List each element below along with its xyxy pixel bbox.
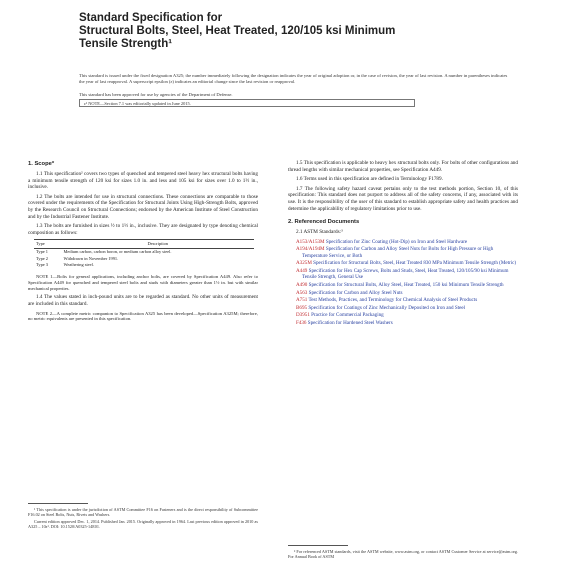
table-row	[34, 262, 254, 268]
reference-link[interactable]	[288, 268, 518, 281]
reference-link[interactable]	[288, 282, 518, 288]
reference-title[interactable]: Specification for Zinc Coating (Hot-Dip) on Iron and Steel Hardware	[325, 238, 468, 245]
reference-title[interactable]: Specification for Structural Bolts, Steel, Heat Treated 830 MPa Minimum Tensile Strength (Metric)	[313, 260, 517, 267]
right-footnotes	[288, 549, 518, 561]
reference-link[interactable]	[288, 260, 518, 266]
title-line: Standard Specification for	[79, 12, 223, 24]
note-1: NOTE 1—Bolts for general applications, including anchor bolts, are covered by Specification A449. Also refer to Specification A449 for quenched and tempered steel bolts and studs with diameters greater than 1½ in. but with similar mechanical properties.	[28, 273, 258, 291]
reference-title[interactable]: Specification for Carbon and Alloy Steel Nuts for Bolts for High Pressure or High Temperature Service, or Both	[302, 246, 494, 259]
reference-link[interactable]	[288, 239, 518, 245]
reference-title[interactable]: Specification for Coatings of Zinc Mechanically Deposited on Iron and Steel	[308, 304, 466, 311]
reference-code[interactable]: A490	[296, 281, 308, 288]
note-2: NOTE 2—A complete metric companion to Specification A325 has been developed—Specification A325M; therefore, no metric equivalents are presented in this specification.	[28, 310, 258, 322]
section-heading-scope: 1. Scope*	[28, 161, 55, 167]
paragraph-1-7: 1.7 The following safety hazard caveat pertains only to the test methods portion, Section 10, of this specification: This standard does not purport to address all of the safety concerns, if any, associated with its use. It is the responsibility of the user of this standard to establish appropriate safety and health practices and determine the applicability of regulatory limitations prior to use.	[288, 185, 518, 212]
reference-code[interactable]: F436	[296, 319, 307, 326]
right-column	[288, 160, 518, 328]
paragraph-1-1: 1.1 This specification² covers two types of quenched and tempered steel heavy hex structural bolts having a minimum tensile strength of 120 ksi for sizes 1.0 in. and less and 105 ksi for sizes over 1.0 to 1½ in., inclusive.	[28, 171, 258, 191]
title-line: Structural Bolts, Steel, Heat Treated, 120/105 ksi Minimum	[79, 25, 396, 37]
title-line: Tensile Strength¹	[79, 38, 173, 50]
reference-title[interactable]: Test Methods, Practices, and Terminology for Chemical Analysis of Steel Products	[308, 297, 478, 304]
reference-link[interactable]	[288, 297, 518, 303]
reference-code[interactable]: A449	[296, 267, 308, 274]
table-header-type: Type	[34, 240, 62, 248]
reference-list	[288, 239, 518, 327]
table-cell-type: Type 3	[36, 262, 49, 268]
paragraph-1-6: 1.6 Terms used in this specification are defined in Terminology F1789.	[296, 176, 443, 183]
editorial-note-box: ε¹ NOTE—Section 7.1 was editorially updated in June 2015.	[79, 99, 415, 107]
dod-notice: This standard has been approved for use by agencies of the Department of Defense.	[79, 92, 233, 97]
reference-code[interactable]: A194/A194M	[296, 246, 325, 253]
table-row	[34, 248, 254, 255]
section-heading-referenced-documents: 2. Referenced Documents	[288, 219, 360, 226]
reference-title[interactable]: Specification for Carbon and Alloy Steel Nuts	[308, 289, 403, 296]
bolt-type-table	[34, 239, 254, 268]
table-cell-description: Withdrawn in November 1991.	[63, 255, 119, 261]
left-column	[28, 160, 258, 325]
reference-link[interactable]	[288, 246, 518, 259]
reference-link[interactable]	[288, 320, 518, 326]
reference-link[interactable]	[288, 305, 518, 311]
table-cell-type: Type 2	[36, 255, 49, 261]
reference-title[interactable]: Specification for Structural Bolts, Alloy Steel, Heat Treated, 150 ksi Minimum Tensile Strength	[308, 281, 504, 288]
reference-link[interactable]	[288, 290, 518, 296]
left-footnotes	[28, 507, 258, 531]
reference-link[interactable]	[288, 312, 518, 318]
footnote-rule	[288, 545, 348, 546]
paragraph-1-2: 1.2 The bolts are intended for use in structural connections. These connections are comparable to those covered under the requirements of the Specification for Structural Joints Using High-Strength Bolts, approved by the Research Council on Structural Connections; endorsed by the American Institute of Steel Construction and by the Industrial Fastener Institute.	[28, 193, 258, 220]
table-cell-type: Type 1	[36, 249, 49, 255]
reference-title[interactable]: Specification for Hardened Steel Washers	[307, 319, 393, 326]
footnote-rule	[28, 503, 88, 504]
reference-code[interactable]: A153/A153M	[296, 238, 325, 245]
document-title	[79, 12, 519, 51]
reference-code[interactable]: A563	[296, 289, 308, 296]
reference-title[interactable]: Specification for Hex Cap Screws, Bolts and Studs, Steel, Heat Treated, 120/105/90 ksi Minimum Tensile Strength, General Use	[302, 267, 509, 281]
table-cell-description: Medium carbon, carbon boron, or medium carbon alloy steel.	[63, 249, 172, 255]
footnote: Current edition approved Dec. 1, 2014. Published Jan. 2015. Originally approved in 1964. Last previous edition approved in 2010 as A325 – 10ε¹. DOI: 10.1520/A0325-14E01.	[28, 518, 258, 530]
table-cell-description: Weathering steel.	[63, 262, 94, 268]
ref-intro: 2.1 ASTM Standards:³	[296, 229, 343, 236]
designation-notice: This standard is issued under the fixed designation A325; the number immediately following the designation indicates the year of original adoption or, in the case of revision, the year of last revision. A number in parentheses indicates the year of last reapproval. A superscript epsilon (ε) indicates an editorial change since the last revision or reapproval.	[79, 73, 508, 84]
reference-code[interactable]: A325M	[296, 260, 312, 267]
reference-code[interactable]: B695	[296, 304, 308, 311]
paragraph-1-4: 1.4 The values stated in inch-pound units are to be regarded as standard. No other units of measurement are included in this standard.	[28, 294, 258, 307]
reference-title[interactable]: Practice for Commercial Packaging	[311, 312, 384, 319]
table-header-description: Description	[62, 240, 254, 248]
footnote: ¹ This specification is under the jurisdiction of ASTM Committee F16 on Fasteners and is the direct responsibility of Subcommittee F16.02 on Steel Bolts, Nuts, Rivets and Washers.	[28, 507, 258, 518]
paragraph-1-3: 1.3 The bolts are furnished in sizes ½ to 1½ in., inclusive. They are designated by type denoting chemical composition as follows:	[28, 223, 258, 236]
reference-code[interactable]: D3951	[296, 312, 310, 319]
paragraph-1-5: 1.5 This specification is applicable to heavy hex structural bolts only. For bolts of other configurations and thread lengths with similar mechanical properties, see Specification A449.	[288, 160, 518, 173]
footnote: ³ For referenced ASTM standards, visit the ASTM website, www.astm.org, or contact ASTM Customer Service at service@astm.org. For Annual Book of ASTM	[288, 549, 518, 560]
reference-code[interactable]: A751	[296, 297, 308, 304]
